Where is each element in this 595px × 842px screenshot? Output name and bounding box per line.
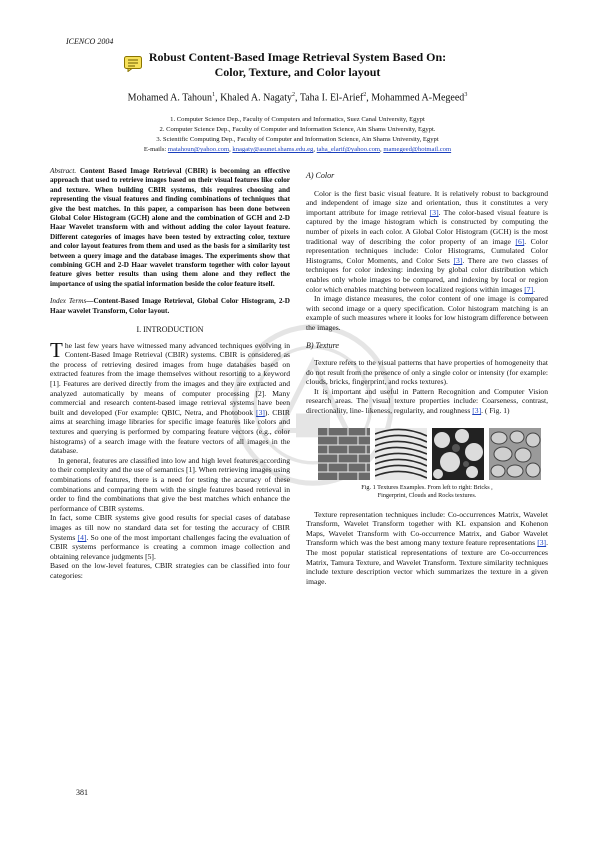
citation-link[interactable]: [3] bbox=[429, 207, 439, 217]
intro-paragraph-2: In general, features are classified into low and high level features according to their complexity and the use of semantics [1]. When retrieving images using combinations of features, there is a need for testing the accuracy of these combinations and comparing them with the single features based retrieval in order to find the combinations that give the best matches which enhance the performance of CBIR systems. bbox=[50, 455, 290, 513]
left-column bbox=[50, 167, 290, 581]
texture-paragraph-1: Texture refers to the visual patterns that have properties of homogeneity that do not result from the presence of only a single color or intensity (for example: clouds, bricks, fingerprint, and rocks textures). bbox=[306, 358, 548, 387]
citation-link[interactable]: [3] bbox=[453, 255, 463, 265]
abstract-label: Abstract. bbox=[50, 167, 77, 175]
affiliation-line: 2. Computer Science Dep., Faculty of Computer and Information Science, Ain Shams University, Egypt. bbox=[159, 126, 436, 133]
color-paragraph-2: In image distance measures, the color content of one image is compared with second image or a query specification. Color histogram matching is an example of such measures where it looks for low histogram difference between the images. bbox=[306, 294, 548, 332]
citation-link[interactable]: [4] bbox=[77, 532, 87, 542]
author-sup: 3 bbox=[464, 92, 468, 98]
paper-title bbox=[60, 50, 535, 80]
author-sup: 2 bbox=[292, 92, 295, 98]
conference-label: ICENCO 2004 bbox=[66, 37, 114, 46]
section-heading-introduction: I. INTRODUCTION bbox=[136, 325, 204, 335]
subsection-heading-texture: B) Texture bbox=[306, 340, 339, 350]
figure-1-textures bbox=[318, 428, 548, 480]
affiliation-line: 1. Computer Science Dep., Faculty of Computers and Informatics, Suez Canal University, Egypt bbox=[170, 116, 425, 123]
author-name: Taha I. El-Arief bbox=[299, 92, 364, 104]
texture-paragraph-3: Texture representation techniques include: Co-occurrences Matrix, Wavelet Transform, Wavelet Transform together with KL expansion and Kohenon Maps, Wavelet Transform with Co-occurrence Matrix, and Gabor Wavelet Transform which was the best among many texture feature representations [3]. The most popular statistical representations of texture are Co-occurrences Matrix, Tamura Texture, and Wavelet Transform. Texture similarity techniques include texture description vector which summarizes the texture in a given image. bbox=[306, 509, 548, 586]
right-column bbox=[306, 167, 548, 586]
author-name: Khaled A. Nagaty bbox=[220, 92, 292, 104]
affiliation-line: 3. Scientific Computing Dep., Faculty of Computer and Information Science, Ain Shams University, Egypt bbox=[156, 136, 439, 143]
title-line-1: Robust Content-Based Image Retrieval System Based On: bbox=[148, 50, 447, 64]
rocks-texture-image bbox=[489, 428, 541, 480]
author-list: Mohamed A. Tahoun$^1$, Khaled A. Nagaty$^2$, Taha I. El-Arief$^2$, Mohammed A-Megeed$^3$ bbox=[127, 92, 468, 104]
author-name: Mohamed A. Tahoun bbox=[127, 92, 213, 104]
email-line: E-mails: matahoun@yahoo.com, knagaty@asunet.shams.edu.eg, taha_elarif@yahoo.com, mamegeed@hotmail.com bbox=[143, 146, 452, 153]
intro-paragraph-4: Based on the low-level features, CBIR strategies can be classified into four categories: bbox=[50, 561, 290, 580]
caption-line-2: Fingerprint, Clouds and Rocks textures. bbox=[377, 491, 477, 499]
email-link[interactable]: mamegeed@hotmail.com bbox=[383, 146, 452, 153]
author-sup: 1 bbox=[212, 92, 216, 98]
email-link[interactable]: knagaty@asunet.shams.edu.eg bbox=[232, 146, 314, 153]
author-sup: 2 bbox=[363, 92, 367, 98]
abstract-text: Content Based Image Retrieval (CBIR) is becoming an effective approach that used to retrieve images based on their visual features like color and texture. When building CBIR systems, this requires choosing and representing the visual features and finding combinations of techniques that give the best matches. In this paper, a comparison has been done between Global Color Histogram (GCH) alone and the combination of GCH and 2-D Haar Wavelet transform with and without adding the color layout feature. Different categories of images have been tested by extracting color, texture and color layout features from them and used as the basis for a similarity test between a query image and the database images. The experiments show that combining GCH and 2-D Haar wavelet transform together with color layout feature gives better results than using them alone and they reflect the importance of using the spatial information beside the color feature itself. bbox=[50, 167, 290, 288]
drop-cap: T bbox=[50, 337, 63, 362]
index-terms bbox=[50, 297, 290, 316]
citation-link[interactable]: [3] bbox=[537, 538, 547, 548]
email-link[interactable]: taha_elarif@yahoo.com bbox=[316, 146, 381, 153]
figure-1-caption bbox=[306, 484, 548, 500]
clouds-texture-image bbox=[432, 428, 484, 480]
affiliations bbox=[60, 115, 535, 155]
caption-line-1: Fig. 1 Textures Examples. From left to right: Bricks , bbox=[361, 483, 493, 491]
index-terms-label: Index Terms bbox=[50, 297, 87, 306]
texture-paragraph-2: It is important and useful in Pattern Recognition and Computer Vision research areas. The visual texture properties include: Coarseness, contrast, directionality, line- likeness, regularity, and roughness [3]. ( Fig. 1) bbox=[306, 386, 548, 416]
citation-link[interactable]: [7] bbox=[524, 284, 534, 294]
citation-link[interactable]: [6] bbox=[515, 236, 525, 246]
citation-link[interactable]: [3] bbox=[472, 406, 482, 416]
citation-link[interactable]: [3] bbox=[256, 407, 265, 417]
subsection-heading-color: A) Color bbox=[306, 171, 335, 180]
fingerprint-texture-image bbox=[375, 428, 427, 480]
title-line-2: Color, Texture, and Color layout bbox=[214, 65, 381, 79]
email-link[interactable]: matahoun@yahoo.com bbox=[167, 146, 230, 153]
index-terms-text: —Content-Based Image Retrieval, Global Color Histogram, 2-D Haar wavelet Transform, Color layout. bbox=[50, 297, 290, 315]
emails-label: E-mails: bbox=[143, 146, 167, 153]
color-paragraph-1: Color is the first basic visual feature. It is relatively robust to background and independent of image size and orientation, thus it constitutes a very important attribute for image retrieval [3]. The color-based visual feature is captured by the image histogram which is constructed by computing the number of pixels in each color. A Global Color Histogram (GCH) is the most traditional way of describing the color property of an image [6]. Color representation techniques include: Color Histograms, Cumulated Color Histograms, Color Moments, and Color Sets [3]. There are two classes of techniques for color indexing: indexing by global color distribution which enables only whole images to be compared, and indexing by local or region color which enables matching between localized regions within images [7]. bbox=[306, 188, 549, 294]
abstract bbox=[50, 167, 290, 289]
author-name: Mohammed A-Megeed bbox=[371, 92, 465, 104]
bricks-texture-image bbox=[318, 428, 370, 480]
intro-paragraph-3: In fact, some CBIR systems give good results for special cases of database images as till now no standard data set for testing the accuracy of CBIR Systems [4]. So one of the most important challenges facing the evaluation of CBIR systems performance is creating a common image collection and obtaining relevance judgments [5]. bbox=[50, 513, 291, 561]
intro-paragraph-1: The last few years have witnessed many advanced techniques evolving in Content-Based Image Retrieval (CBIR) systems. CBIR is considered as the process of retrieving desired images from huge databases based on extracted features from the image themselves without resorting to a keyword [1]. Features are derived directly from the images and they are extracted and analyzed automatically by means of computer processing [2]. Many commercial and research content-based image retrieval systems have been built and developed (For example: QBIC, Netra, and Photobook [3]). CBIR aims at searching image libraries for specific image features like colors and textures and querying is performed by comparing feature vectors (e.g., color histograms) of a search image with the feature vectors of all images in the database. bbox=[50, 337, 290, 456]
page-number: 381 bbox=[76, 788, 88, 797]
